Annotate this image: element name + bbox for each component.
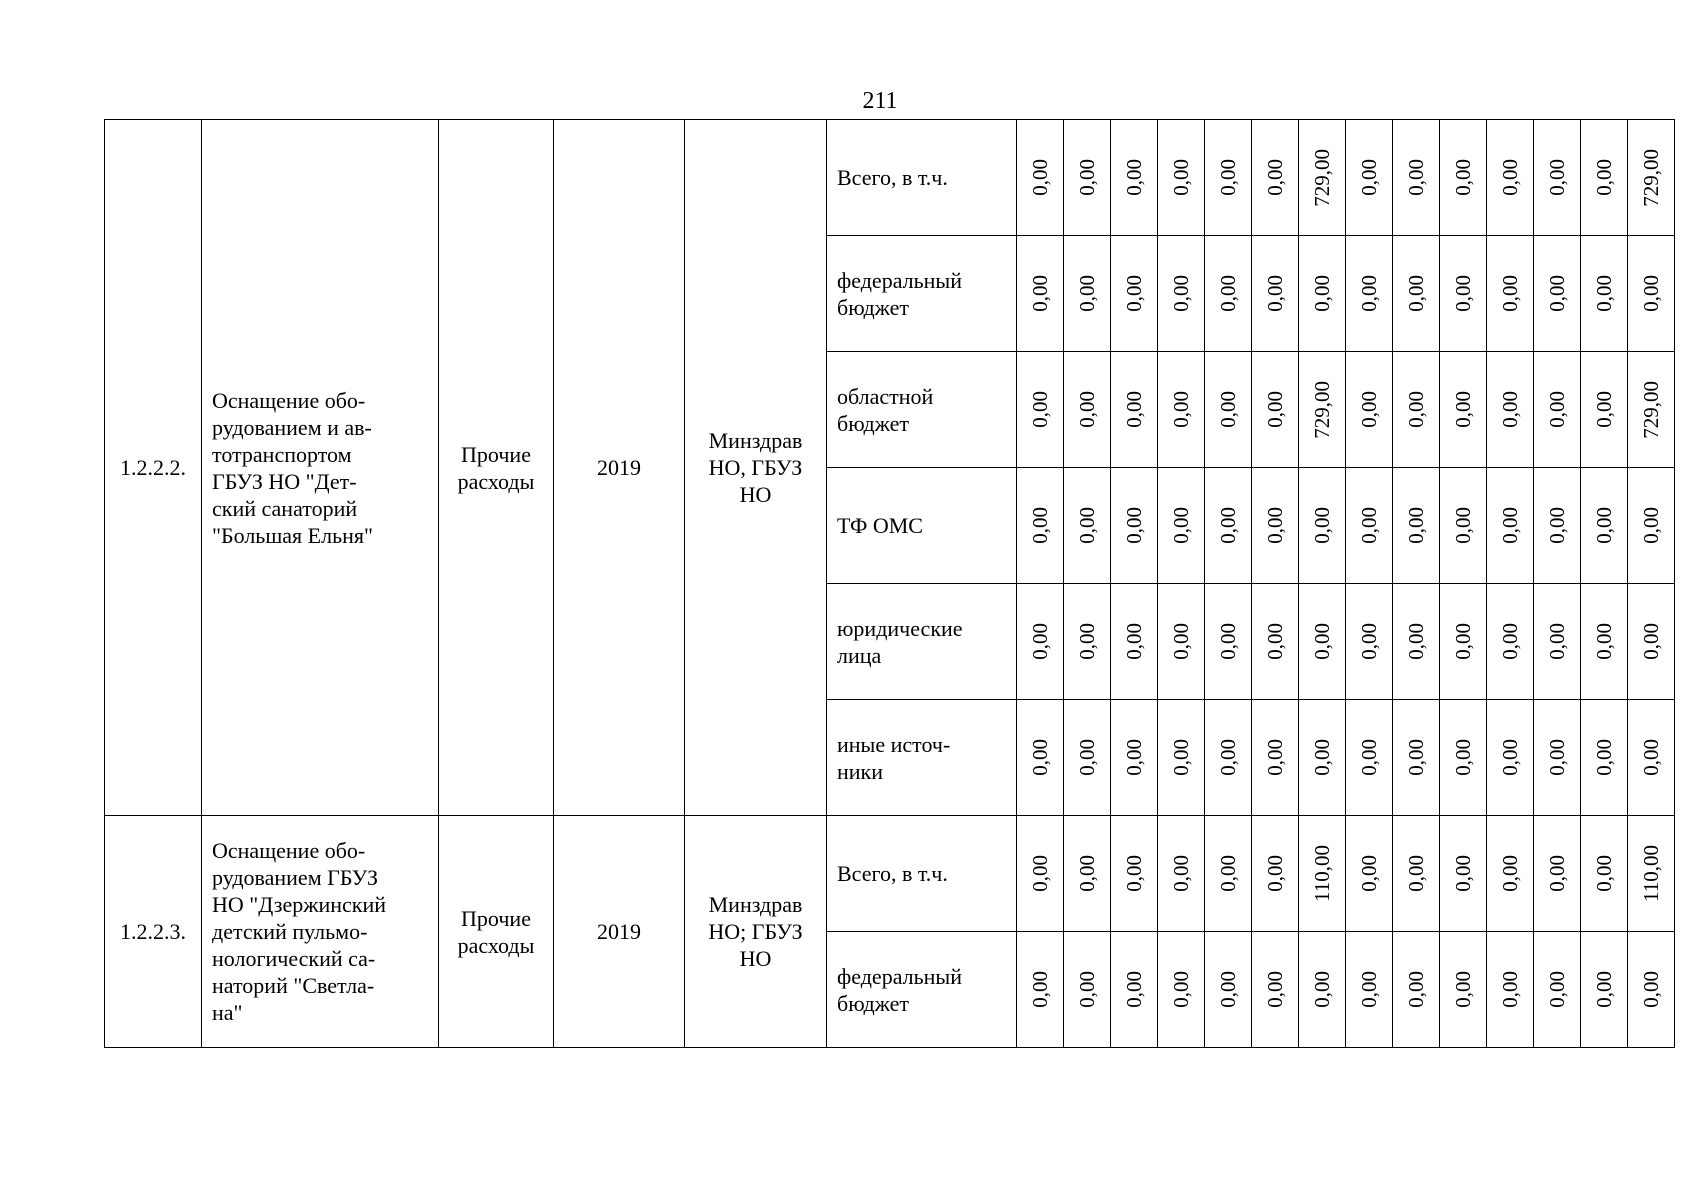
amount-value: 0,00	[1403, 971, 1428, 1008]
amount-cell	[1346, 584, 1393, 700]
amount-value: 0,00	[1121, 507, 1146, 544]
amount-cell	[1111, 584, 1158, 700]
amount-cell	[1252, 584, 1299, 700]
amount-value: 0,00	[1638, 507, 1663, 544]
amount-cell	[1487, 932, 1534, 1048]
amount-value: 0,00	[1450, 971, 1475, 1008]
amount-value: 0,00	[1544, 275, 1569, 312]
amount-cell	[1346, 236, 1393, 352]
amount-value: 0,00	[1356, 855, 1381, 892]
amount-value: 0,00	[1356, 623, 1381, 660]
amount-value: 0,00	[1450, 739, 1475, 776]
funding-source-label: областной бюджет	[827, 352, 1017, 468]
amount-cell	[1158, 468, 1205, 584]
amount-cell	[1017, 584, 1064, 700]
amount-value: 729,00	[1638, 380, 1663, 439]
amount-cell	[1205, 236, 1252, 352]
amount-value: 0,00	[1356, 971, 1381, 1008]
measure-year: 2019	[554, 816, 685, 1048]
amount-value: 0,00	[1027, 855, 1052, 892]
amount-cell	[1393, 816, 1440, 932]
amount-cell	[1252, 932, 1299, 1048]
amount-cell	[1628, 700, 1675, 816]
amount-value: 0,00	[1309, 971, 1334, 1008]
amount-value: 0,00	[1591, 391, 1616, 428]
amount-value: 0,00	[1356, 507, 1381, 544]
amount-value: 0,00	[1168, 739, 1193, 776]
amount-value: 0,00	[1544, 623, 1569, 660]
amount-cell	[1534, 700, 1581, 816]
amount-value: 0,00	[1168, 507, 1193, 544]
amount-cell	[1393, 584, 1440, 700]
funding-source-label: Всего, в т.ч.	[827, 816, 1017, 932]
amount-value: 0,00	[1497, 275, 1522, 312]
amount-cell	[1628, 468, 1675, 584]
amount-value: 0,00	[1262, 159, 1287, 196]
amount-cell	[1534, 816, 1581, 932]
amount-value: 0,00	[1356, 159, 1381, 196]
amount-value: 0,00	[1403, 623, 1428, 660]
funding-source-label: ТФ ОМС	[827, 468, 1017, 584]
amount-value: 0,00	[1591, 507, 1616, 544]
amount-value: 0,00	[1262, 275, 1287, 312]
amount-value: 0,00	[1356, 275, 1381, 312]
amount-value: 0,00	[1074, 159, 1099, 196]
amount-value: 0,00	[1591, 159, 1616, 196]
amount-cell	[1440, 816, 1487, 932]
amount-value: 0,00	[1497, 739, 1522, 776]
measure-number: 1.2.2.2.	[105, 120, 202, 816]
amount-cell	[1205, 120, 1252, 236]
amount-cell	[1299, 352, 1346, 468]
amount-value: 0,00	[1450, 507, 1475, 544]
amount-cell	[1064, 700, 1111, 816]
amount-value: 0,00	[1544, 971, 1569, 1008]
amount-value: 0,00	[1121, 739, 1146, 776]
amount-value: 0,00	[1497, 623, 1522, 660]
amount-cell	[1017, 700, 1064, 816]
amount-cell	[1111, 236, 1158, 352]
amount-value: 0,00	[1403, 507, 1428, 544]
amount-value: 0,00	[1121, 391, 1146, 428]
amount-value: 0,00	[1027, 739, 1052, 776]
amount-cell	[1346, 352, 1393, 468]
funding-source-label: Всего, в т.ч.	[827, 120, 1017, 236]
amount-value: 0,00	[1168, 275, 1193, 312]
amount-value: 0,00	[1074, 623, 1099, 660]
amount-value: 0,00	[1497, 159, 1522, 196]
amount-cell	[1440, 352, 1487, 468]
amount-cell	[1299, 120, 1346, 236]
amount-cell	[1393, 700, 1440, 816]
amount-value: 0,00	[1027, 971, 1052, 1008]
amount-cell	[1158, 236, 1205, 352]
amount-value: 729,00	[1309, 380, 1334, 439]
amount-value: 0,00	[1262, 855, 1287, 892]
amount-value: 0,00	[1168, 971, 1193, 1008]
amount-cell	[1440, 120, 1487, 236]
amount-cell	[1628, 120, 1675, 236]
amount-value: 0,00	[1262, 739, 1287, 776]
amount-cell	[1064, 468, 1111, 584]
amount-cell	[1581, 584, 1628, 700]
amount-cell	[1299, 236, 1346, 352]
amount-value: 0,00	[1074, 507, 1099, 544]
amount-value: 0,00	[1591, 971, 1616, 1008]
amount-value: 0,00	[1074, 391, 1099, 428]
amount-cell	[1017, 120, 1064, 236]
amount-cell	[1064, 352, 1111, 468]
amount-value: 110,00	[1309, 845, 1334, 902]
amount-cell	[1158, 816, 1205, 932]
amount-value: 0,00	[1591, 275, 1616, 312]
amount-cell	[1017, 932, 1064, 1048]
amount-value: 0,00	[1403, 739, 1428, 776]
amount-value: 0,00	[1168, 855, 1193, 892]
amount-cell	[1299, 584, 1346, 700]
amount-value: 0,00	[1121, 275, 1146, 312]
amount-cell	[1252, 468, 1299, 584]
amount-cell	[1158, 120, 1205, 236]
amount-value: 0,00	[1262, 971, 1287, 1008]
amount-cell	[1252, 236, 1299, 352]
amount-value: 0,00	[1403, 855, 1428, 892]
amount-cell	[1628, 236, 1675, 352]
table-row	[105, 816, 1675, 932]
amount-value: 0,00	[1497, 971, 1522, 1008]
budget-table	[104, 119, 1675, 1048]
amount-cell	[1581, 468, 1628, 584]
table-body	[105, 120, 1675, 1048]
amount-cell	[1393, 352, 1440, 468]
amount-cell	[1393, 468, 1440, 584]
amount-value: 0,00	[1027, 159, 1052, 196]
amount-cell	[1205, 352, 1252, 468]
amount-value: 0,00	[1027, 623, 1052, 660]
amount-cell	[1393, 236, 1440, 352]
amount-cell	[1581, 352, 1628, 468]
amount-cell	[1252, 352, 1299, 468]
expense-type: Прочие расходы	[439, 816, 554, 1048]
amount-cell	[1346, 120, 1393, 236]
amount-cell	[1111, 816, 1158, 932]
amount-cell	[1252, 120, 1299, 236]
amount-cell	[1299, 468, 1346, 584]
amount-value: 0,00	[1591, 739, 1616, 776]
amount-value: 0,00	[1450, 391, 1475, 428]
amount-cell	[1487, 120, 1534, 236]
amount-value: 0,00	[1168, 623, 1193, 660]
amount-value: 0,00	[1638, 275, 1663, 312]
amount-cell	[1205, 700, 1252, 816]
amount-value: 0,00	[1309, 739, 1334, 776]
amount-value: 0,00	[1638, 971, 1663, 1008]
amount-cell	[1628, 932, 1675, 1048]
amount-value: 729,00	[1638, 148, 1663, 207]
amount-value: 0,00	[1403, 275, 1428, 312]
amount-value: 0,00	[1544, 507, 1569, 544]
table-row	[105, 120, 1675, 236]
amount-value: 0,00	[1027, 275, 1052, 312]
amount-value: 0,00	[1027, 507, 1052, 544]
amount-cell	[1440, 468, 1487, 584]
amount-value: 0,00	[1215, 391, 1240, 428]
amount-cell	[1487, 816, 1534, 932]
amount-cell	[1299, 932, 1346, 1048]
amount-cell	[1346, 816, 1393, 932]
amount-value: 0,00	[1450, 159, 1475, 196]
amount-cell	[1205, 932, 1252, 1048]
amount-value: 0,00	[1121, 855, 1146, 892]
amount-value: 0,00	[1121, 623, 1146, 660]
amount-cell	[1581, 816, 1628, 932]
amount-value: 0,00	[1450, 855, 1475, 892]
amount-value: 0,00	[1262, 507, 1287, 544]
funding-source-label: иные источ- ники	[827, 700, 1017, 816]
amount-cell	[1581, 700, 1628, 816]
amount-cell	[1487, 584, 1534, 700]
funding-source-label: федеральный бюджет	[827, 236, 1017, 352]
amount-cell	[1111, 700, 1158, 816]
amount-cell	[1628, 584, 1675, 700]
amount-cell	[1581, 932, 1628, 1048]
amount-cell	[1393, 932, 1440, 1048]
amount-cell	[1064, 584, 1111, 700]
amount-cell	[1252, 700, 1299, 816]
amount-cell	[1111, 932, 1158, 1048]
amount-cell	[1205, 816, 1252, 932]
amount-value: 0,00	[1215, 971, 1240, 1008]
amount-cell	[1158, 700, 1205, 816]
amount-cell	[1346, 932, 1393, 1048]
amount-cell	[1111, 468, 1158, 584]
amount-cell	[1487, 468, 1534, 584]
amount-cell	[1064, 816, 1111, 932]
amount-value: 0,00	[1638, 623, 1663, 660]
amount-cell	[1440, 932, 1487, 1048]
amount-cell	[1205, 584, 1252, 700]
amount-cell	[1064, 932, 1111, 1048]
amount-cell	[1252, 816, 1299, 932]
amount-cell	[1299, 700, 1346, 816]
amount-value: 0,00	[1638, 739, 1663, 776]
amount-cell	[1158, 352, 1205, 468]
amount-cell	[1017, 236, 1064, 352]
amount-value: 0,00	[1544, 391, 1569, 428]
amount-cell	[1393, 120, 1440, 236]
amount-value: 0,00	[1450, 623, 1475, 660]
amount-value: 0,00	[1215, 275, 1240, 312]
amount-cell	[1534, 468, 1581, 584]
amount-cell	[1534, 236, 1581, 352]
amount-cell	[1440, 584, 1487, 700]
amount-cell	[1534, 352, 1581, 468]
amount-value: 0,00	[1027, 391, 1052, 428]
amount-value: 0,00	[1544, 159, 1569, 196]
amount-value: 0,00	[1074, 739, 1099, 776]
amount-value: 0,00	[1497, 855, 1522, 892]
amount-cell	[1487, 236, 1534, 352]
amount-cell	[1299, 816, 1346, 932]
amount-cell	[1346, 700, 1393, 816]
amount-value: 0,00	[1309, 623, 1334, 660]
amount-value: 0,00	[1262, 623, 1287, 660]
expense-type: Прочие расходы	[439, 120, 554, 816]
amount-cell	[1487, 352, 1534, 468]
amount-value: 0,00	[1544, 855, 1569, 892]
amount-value: 0,00	[1262, 391, 1287, 428]
amount-value: 729,00	[1309, 148, 1334, 207]
amount-cell	[1628, 816, 1675, 932]
measure-name: Оснащение обо- рудованием и ав- тотранспортом ГБУЗ НО "Дет- ский санаторий "Большая Ельня"	[202, 120, 439, 816]
amount-value: 0,00	[1544, 739, 1569, 776]
amount-value: 0,00	[1309, 507, 1334, 544]
page-number: 211	[862, 88, 898, 114]
amount-cell	[1017, 816, 1064, 932]
amount-value: 0,00	[1215, 739, 1240, 776]
amount-value: 0,00	[1168, 159, 1193, 196]
amount-value: 110,00	[1638, 845, 1663, 902]
amount-value: 0,00	[1121, 159, 1146, 196]
measure-number: 1.2.2.3.	[105, 816, 202, 1048]
amount-value: 0,00	[1074, 855, 1099, 892]
amount-cell	[1440, 700, 1487, 816]
amount-cell	[1581, 120, 1628, 236]
measure-name: Оснащение обо- рудованием ГБУЗ НО "Дзержинский детский пульмо- нологический са- наторий "Светла- на"	[202, 816, 439, 1048]
amount-cell	[1346, 468, 1393, 584]
amount-cell	[1111, 352, 1158, 468]
amount-value: 0,00	[1403, 391, 1428, 428]
amount-value: 0,00	[1497, 507, 1522, 544]
amount-cell	[1158, 584, 1205, 700]
amount-value: 0,00	[1074, 275, 1099, 312]
amount-cell	[1064, 236, 1111, 352]
measure-executor: Минздрав НО; ГБУЗ НО	[685, 816, 827, 1048]
measure-year: 2019	[554, 120, 685, 816]
amount-value: 0,00	[1215, 507, 1240, 544]
amount-cell	[1064, 120, 1111, 236]
amount-cell	[1487, 700, 1534, 816]
amount-value: 0,00	[1215, 623, 1240, 660]
amount-value: 0,00	[1074, 971, 1099, 1008]
amount-cell	[1628, 352, 1675, 468]
amount-value: 0,00	[1403, 159, 1428, 196]
amount-cell	[1205, 468, 1252, 584]
amount-value: 0,00	[1497, 391, 1522, 428]
amount-value: 0,00	[1591, 855, 1616, 892]
amount-value: 0,00	[1168, 391, 1193, 428]
amount-cell	[1017, 468, 1064, 584]
amount-cell	[1440, 236, 1487, 352]
amount-cell	[1534, 932, 1581, 1048]
amount-value: 0,00	[1356, 391, 1381, 428]
amount-cell	[1158, 932, 1205, 1048]
funding-source-label: юридические лица	[827, 584, 1017, 700]
amount-cell	[1017, 352, 1064, 468]
amount-value: 0,00	[1121, 971, 1146, 1008]
amount-value: 0,00	[1450, 275, 1475, 312]
amount-value: 0,00	[1215, 159, 1240, 196]
amount-cell	[1111, 120, 1158, 236]
measure-executor: Минздрав НО, ГБУЗ НО	[685, 120, 827, 816]
amount-cell	[1534, 120, 1581, 236]
amount-cell	[1534, 584, 1581, 700]
amount-cell	[1581, 236, 1628, 352]
amount-value: 0,00	[1309, 275, 1334, 312]
amount-value: 0,00	[1215, 855, 1240, 892]
amount-value: 0,00	[1356, 739, 1381, 776]
amount-value: 0,00	[1591, 623, 1616, 660]
funding-source-label: федеральный бюджет	[827, 932, 1017, 1048]
